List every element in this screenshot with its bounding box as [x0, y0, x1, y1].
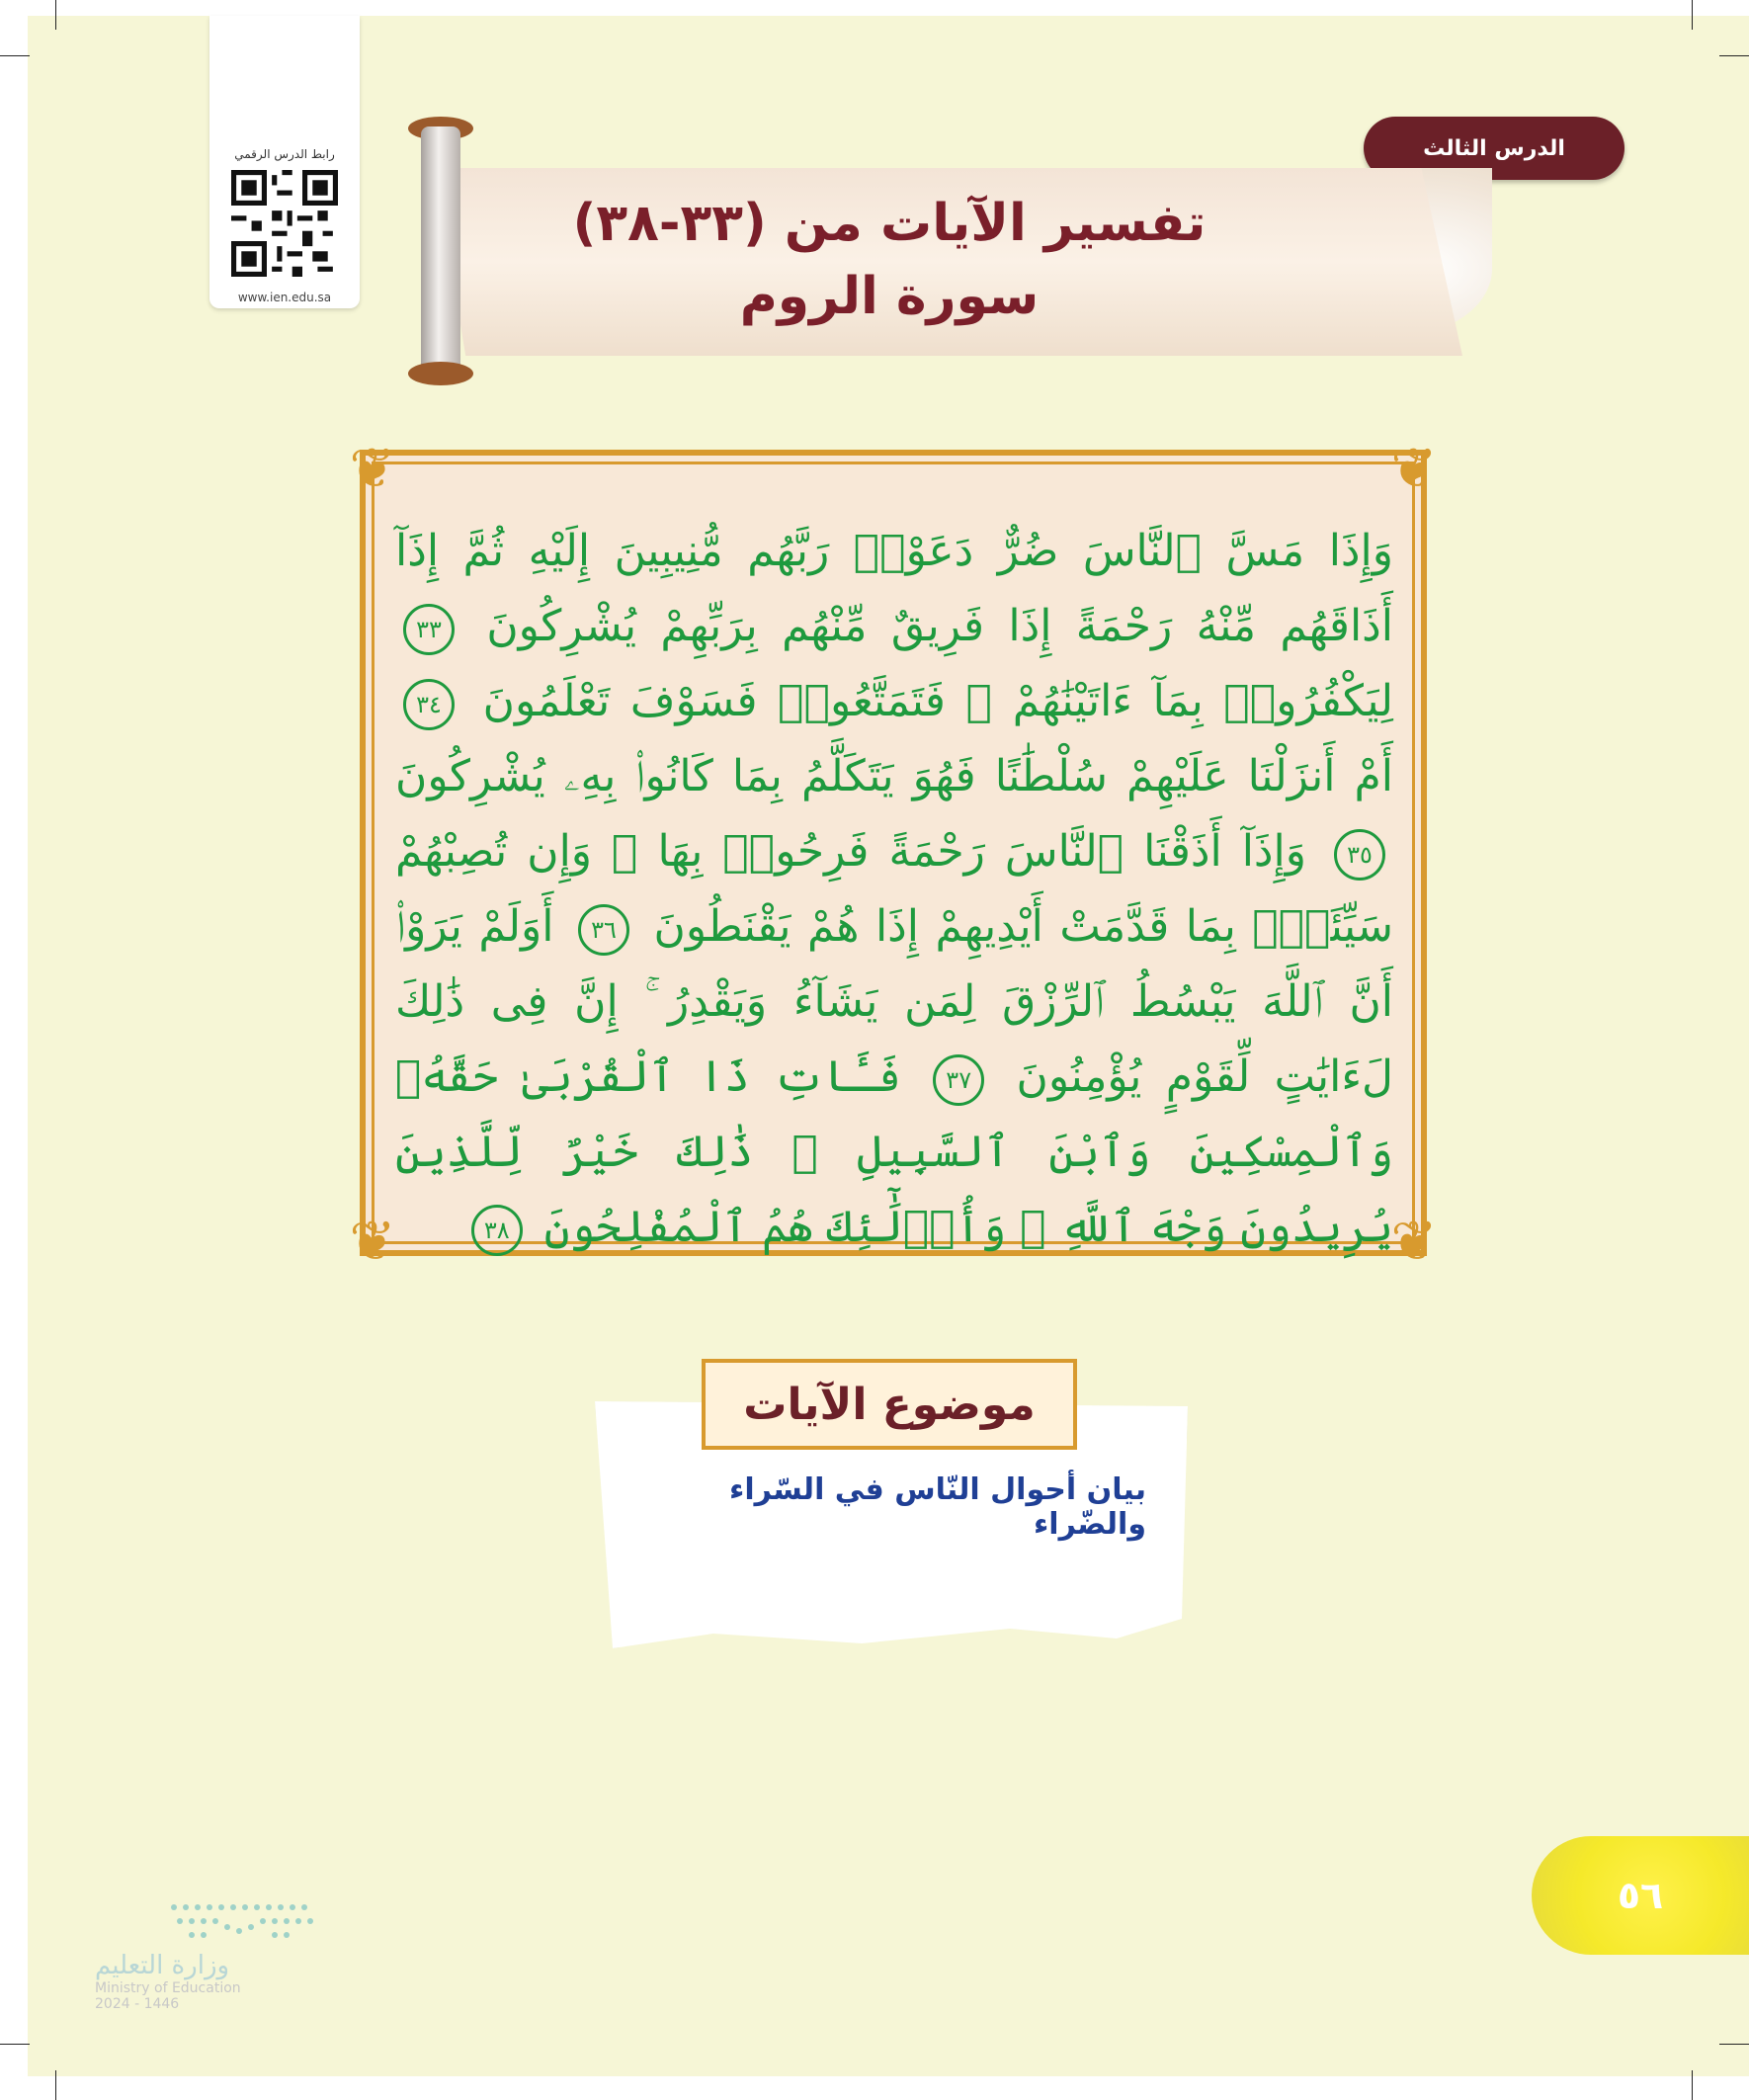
verse-number: ٣٨ — [471, 1205, 523, 1256]
crop-mark — [1719, 55, 1749, 56]
crop-mark — [55, 2070, 56, 2100]
verse-text: وَإِذَآ أَذَقْنَا ٱلنَّاسَ رَحْمَةً فَرِحُوا۟ بِهَا ۖ وَإِن تُصِبْهُمْ سَيِّئَةٌۢ بِمَا قَدَّمَتْ أَيْدِيهِمْ إِذَا هُمْ يَقْنَطُونَ — [395, 826, 1393, 952]
ministry-dots-icon — [164, 1897, 322, 1947]
verse-text: فَـَٔاتِ ذَا ٱلْقُرْبَىٰ حَقَّهُۥ وَٱلْمِسْكِينَ وَٱبْنَ ٱلسَّبِيلِ ۚ ذَٰلِكَ خَيْرٌ لِّلَّذِينَ يُرِيدُونَ وَجْهَ ٱللَّهِ ۖ وَأُو۟لَٰٓئِكَ هُمُ ٱلْمُفْلِحُونَ — [395, 1051, 1393, 1252]
verse-number: ٣٧ — [933, 1054, 984, 1106]
qr-url[interactable]: www.ien.edu.sa — [237, 291, 332, 304]
scroll-roller — [421, 126, 460, 376]
verse-number: ٣٦ — [578, 904, 629, 956]
edition-year: 2024 - 1446 — [95, 1996, 180, 2012]
lesson-title: تفسير الآيات من (٣٣-٣٨) — [572, 194, 1207, 253]
ornament-icon: ❦ — [349, 437, 396, 501]
verse-text: أَوَلَمْ يَرَوْا۟ أَنَّ ٱللَّهَ يَبْسُطُ ٱلرِّزْقَ لِمَن يَشَآءُ وَيَقْدِرُ ۚ إِنَّ فِى ذَٰلِكَ لَءَايَٰتٍ لِّقَوْمٍ يُؤْمِنُونَ — [395, 901, 1393, 1102]
ministry-name-ar: وزارة التعليم — [95, 1951, 230, 1980]
qr-card[interactable] — [209, 16, 360, 308]
crop-mark — [0, 2044, 30, 2045]
crop-mark — [0, 55, 30, 56]
verse-number: ٣٣ — [403, 604, 455, 655]
qr-label: رابط الدرس الرقمي — [234, 147, 335, 161]
verse-number: ٣٥ — [1334, 829, 1385, 881]
topic-heading: موضوع الآيات — [702, 1359, 1077, 1450]
ministry-logo — [95, 1897, 332, 2012]
surah-name: سورة الروم — [739, 267, 1040, 326]
qr-code-icon[interactable] — [231, 170, 338, 277]
ministry-name-en: Ministry of Education — [95, 1980, 241, 1996]
verse-number: ٣٤ — [403, 679, 455, 730]
crop-mark — [55, 0, 56, 30]
verse-text: لِيَكْفُرُوا۟ بِمَآ ءَاتَيْنَٰهُمْ ۚ فَتَمَتَّعُوا۟ فَسَوْفَ تَعْلَمُونَ — [482, 676, 1393, 726]
ornament-icon: ❦ — [349, 1210, 396, 1274]
ornament-icon: ❦ — [1390, 437, 1438, 501]
page-number: ٥٦ — [1532, 1836, 1749, 1955]
scroll-roller-cap — [408, 362, 473, 385]
verse-text: وَإِذَا مَسَّ ٱلنَّاسَ ضُرٌّ دَعَوْا۟ رَبَّهُم مُّنِيبِينَ إِلَيْهِ ثُمَّ إِذَآ أَذَاقَهُم مِّنْهُ رَحْمَةً إِذَا فَرِيقٌ مِّنْهُم بِرَبِّهِمْ يُشْرِكُونَ — [395, 526, 1393, 651]
crop-mark — [1692, 2070, 1693, 2100]
crop-mark — [1692, 0, 1693, 30]
ornament-icon: ❦ — [1390, 1210, 1438, 1274]
topic-text: بيان أحوال النّاس في السّراء والضّراء — [729, 1472, 1146, 1542]
crop-mark — [1719, 2044, 1749, 2045]
quran-verses — [395, 514, 1393, 1265]
lesson-badge: الدرس الثالث — [1364, 117, 1624, 180]
verse-text: أَمْ أَنزَلْنَا عَلَيْهِمْ سُلْطَٰنًا فَهُوَ يَتَكَلَّمُ بِمَا كَانُوا۟ بِهِۦ يُشْرِكُونَ — [395, 751, 1393, 801]
